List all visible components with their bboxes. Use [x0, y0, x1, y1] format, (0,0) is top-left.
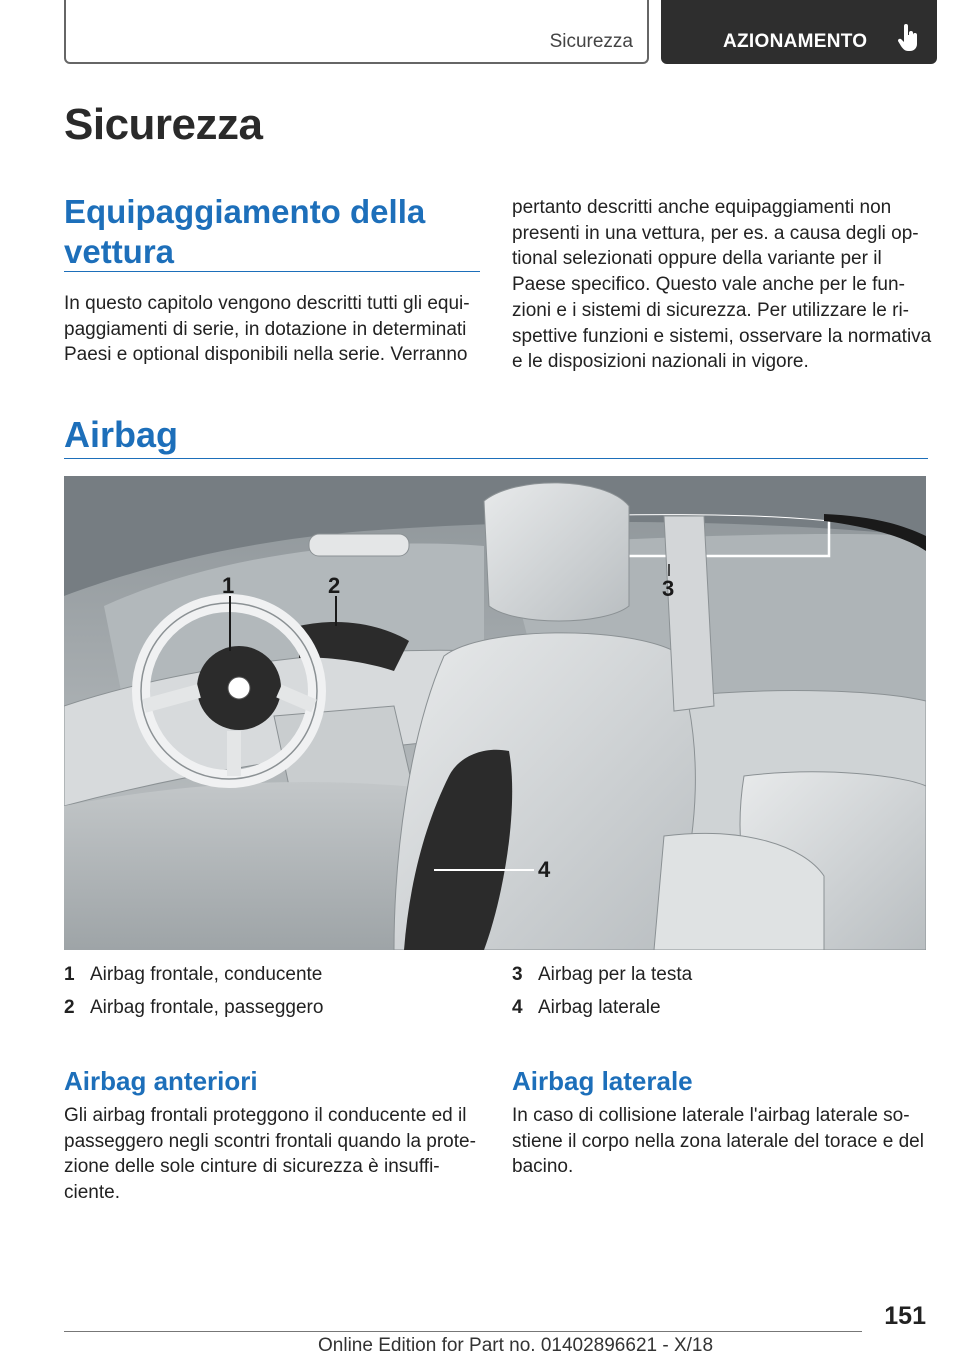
- equipment-heading: [64, 192, 484, 272]
- chapter-tab[interactable]: [661, 0, 937, 64]
- page-title: Sicurezza: [64, 100, 263, 149]
- section-tab[interactable]: [64, 0, 649, 64]
- text-line: zioni e i sistemi di sicurezza. Per utilizzare le ri-: [512, 299, 910, 321]
- text-line: pertanto descritti anche equipaggiamenti non: [512, 197, 892, 218]
- text-line: Gli airbag frontali proteggono il conducente ed il: [64, 1105, 467, 1126]
- footer-divider: [64, 1331, 862, 1332]
- callout-3: 3: [662, 576, 675, 601]
- footer-edition: Online Edition for Part no. 01402896621 - X/18: [318, 1335, 714, 1356]
- legend-item: [64, 997, 323, 1019]
- legend-item: [64, 964, 322, 986]
- page-number: 151: [884, 1302, 926, 1330]
- text-line: Paese specifico. Questo vale anche per le fun-: [512, 274, 905, 296]
- legend-text: Airbag frontale, conducente: [90, 964, 323, 985]
- text-line: tional selezionati oppure della variante per il: [512, 248, 882, 270]
- text-line: Paesi e optional disponibili nella serie. Verranno: [64, 344, 468, 366]
- text-line: paggiamenti di serie, in dotazione in determinati: [64, 318, 467, 340]
- pointing-hand-icon: [897, 24, 921, 52]
- side-airbag-text: [512, 1103, 942, 1180]
- legend-number: 3: [512, 964, 523, 985]
- text-line: presenti in una vettura, per es. a causa degli op-: [512, 222, 919, 244]
- car-interior-illustration: [64, 476, 926, 950]
- legend-text: Airbag frontale, passeggero: [90, 997, 324, 1018]
- callout-2: 2: [328, 573, 341, 598]
- text-line: stiene il corpo nella zona laterale del torace e del: [512, 1130, 924, 1152]
- callout-1: 1: [222, 573, 235, 598]
- text-line: spettive funzioni e sistemi, osservare la normativa: [512, 325, 932, 347]
- legend-item: [512, 997, 661, 1019]
- legend-text: Airbag laterale: [538, 997, 661, 1018]
- text-line: ciente.: [64, 1182, 120, 1204]
- interior-drawing: [64, 476, 926, 950]
- equipment-text-right: [512, 195, 932, 375]
- side-airbag-heading: Airbag laterale: [512, 1066, 693, 1096]
- equipment-heading-line: vettura: [64, 233, 175, 270]
- airbag-divider: [64, 458, 928, 459]
- front-airbags-text: [64, 1103, 494, 1206]
- equipment-heading-line: Equipaggiamento della: [64, 193, 426, 230]
- airbag-heading: Airbag: [64, 414, 179, 455]
- chapter-tab-label: AZIONAMENTO: [723, 31, 868, 52]
- equipment-text-left: [64, 291, 484, 368]
- front-airbags-heading: Airbag anteriori: [64, 1066, 258, 1096]
- text-line: In caso di collisione laterale l'airbag laterale so-: [512, 1105, 910, 1126]
- legend-number: 2: [64, 997, 75, 1018]
- text-line: In questo capitolo vengono descritti tutti gli equi-: [64, 293, 470, 314]
- text-line: e le disposizioni nazionali in vigore.: [512, 351, 809, 373]
- section-tab-label: Sicurezza: [549, 31, 633, 52]
- heading-divider: [64, 271, 480, 272]
- legend-number: 1: [64, 964, 75, 985]
- text-line: bacino.: [512, 1156, 574, 1178]
- callout-4: 4: [538, 857, 551, 882]
- legend-text: Airbag per la testa: [538, 964, 693, 985]
- legend-number: 4: [512, 997, 523, 1018]
- legend-item: [512, 964, 692, 986]
- text-line: passeggero negli scontri frontali quando la prote-: [64, 1130, 476, 1152]
- text-line: zione delle sole cinture di sicurezza è insuffi-: [64, 1156, 440, 1178]
